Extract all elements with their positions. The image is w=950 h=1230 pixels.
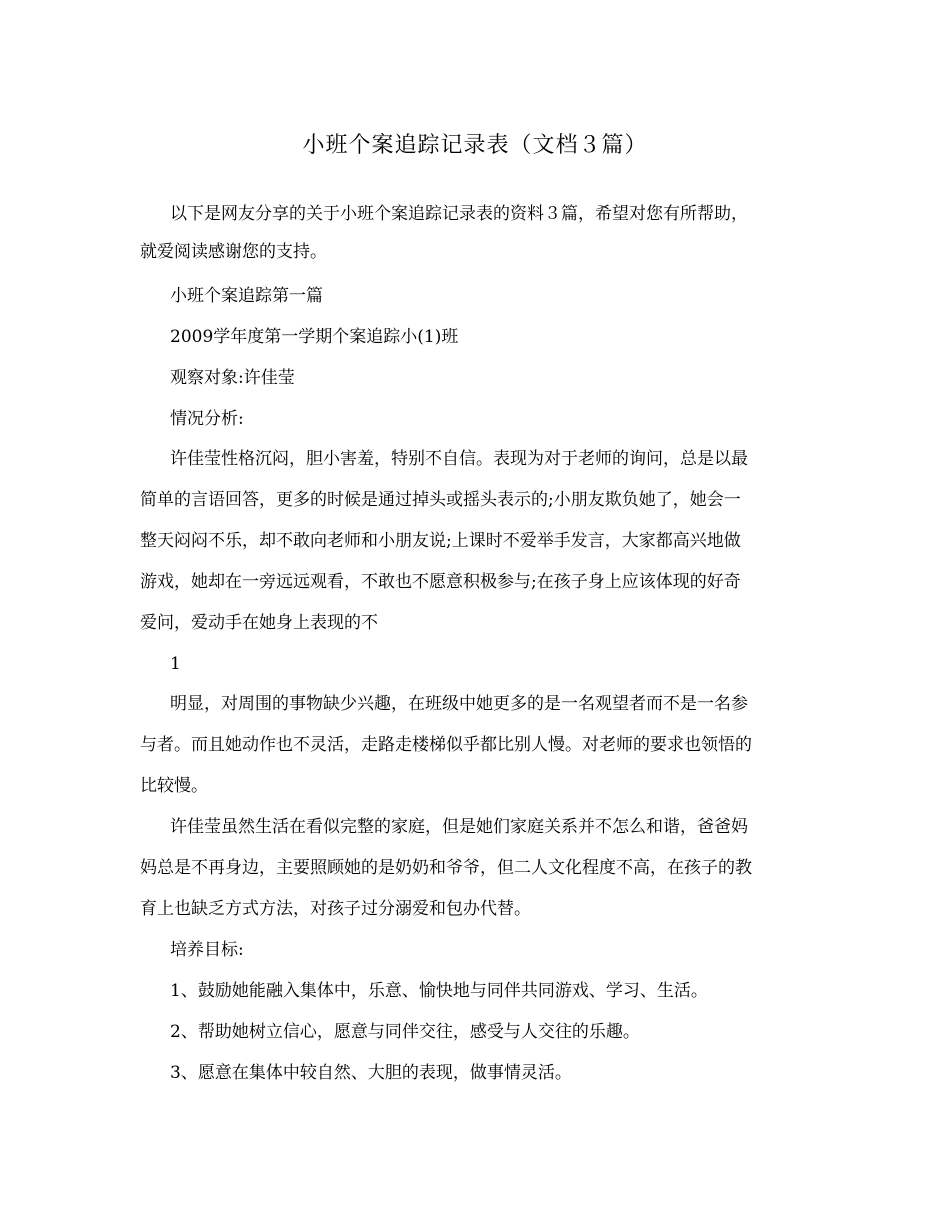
paragraph-line: 简单的言语回答，更多的时候是通过掉头或摇头表示的;小朋友欺负她了，她会一 — [140, 490, 741, 510]
term-line: 2009学年度第一学期个案追踪小(1)班 — [170, 327, 459, 347]
analysis-heading: 情况分析: — [170, 409, 244, 429]
intro-line: 就爱阅读感谢您的支持。 — [140, 242, 327, 262]
paragraph-line: 许佳莹性格沉闷，胆小害羞，特别不自信。表现为对于老师的询问，总是以最 — [170, 449, 748, 469]
page-number: 1 — [170, 654, 181, 674]
paragraph-line: 育上也缺乏方式方法，对孩子过分溺爱和包办代替。 — [140, 899, 531, 919]
paragraph-line: 游戏，她却在一旁远远观看，不敢也不愿意积极参与;在孩子身上应该体现的好奇 — [140, 572, 741, 592]
paragraph-line: 妈总是不再身边，主要照顾她的是奶奶和爷爷，但二人文化程度不高，在孩子的教 — [140, 858, 752, 878]
section-title: 小班个案追踪第一篇 — [170, 286, 323, 306]
goal-item-3: 3、愿意在集体中较自然、大胆的表现，做事情灵活。 — [170, 1063, 572, 1083]
goals-heading: 培养目标: — [170, 940, 244, 960]
analysis-paragraph-3 — [140, 808, 820, 928]
paragraph-line: 与者。而且她动作也不灵活，走路走楼梯似乎都比别人慢。对老师的要求也领悟的 — [140, 735, 752, 755]
goal-item-2: 2、帮助她树立信心，愿意与同伴交往，感受与人交往的乐趣。 — [170, 1022, 640, 1042]
paragraph-line: 许佳莹虽然生活在看似完整的家庭，但是她们家庭关系并不怎么和谐，爸爸妈 — [170, 817, 748, 837]
analysis-paragraph-2 — [140, 685, 820, 805]
intro-line: 以下是网友分享的关于小班个案追踪记录表的资料３篇，希望对您有所帮助， — [170, 204, 748, 224]
document-title: 小班个案追踪记录表（文档３篇） — [302, 133, 648, 158]
paragraph-line: 整天闷闷不乐，却不敢向老师和小朋友说;上课时不爱举手发言，大家都高兴地做 — [140, 531, 741, 551]
paragraph-line: 比较慢。 — [140, 776, 208, 796]
paragraph-line: 明显，对周围的事物缺少兴趣，在班级中她更多的是一名观望者而不是一名参 — [170, 694, 748, 714]
paragraph-line: 爱问，爱动手在她身上表现的不 — [140, 613, 378, 633]
observation-subject: 观察对象:许佳莹 — [170, 368, 295, 388]
intro-paragraph — [140, 195, 820, 271]
analysis-paragraph-1 — [140, 440, 820, 642]
goal-item-1: 1、鼓励她能融入集体中，乐意、愉快地与同伴共同游戏、学习、生活。 — [170, 981, 708, 1001]
